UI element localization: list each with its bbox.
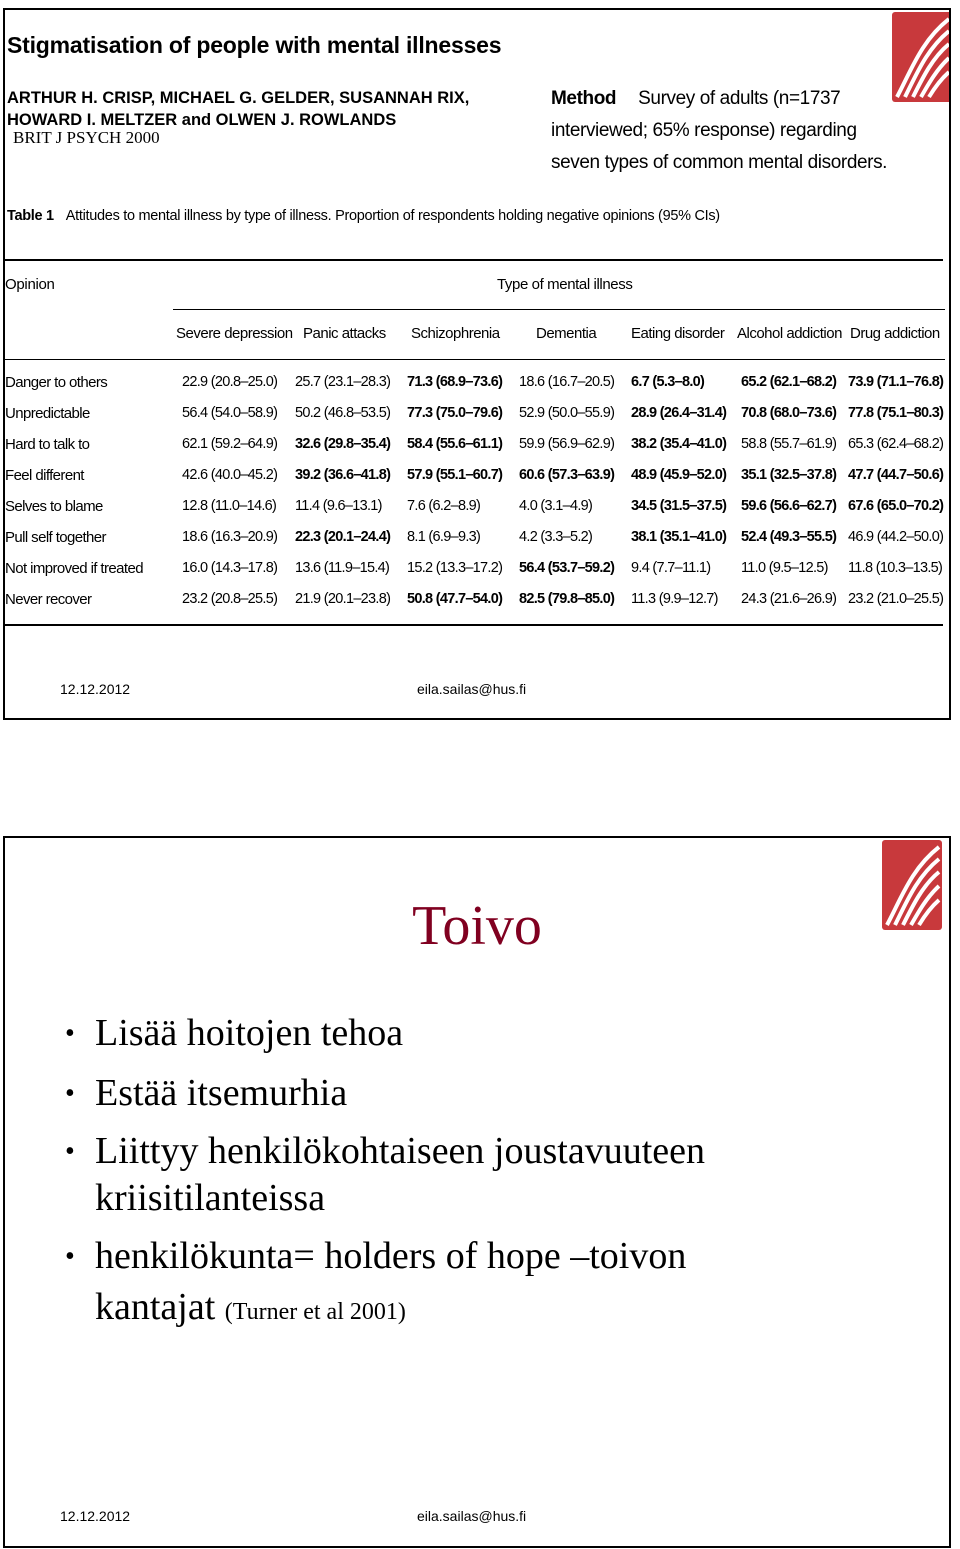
cell-ci: (35.1–41.0) (659, 529, 727, 545)
cell-ci: (55.7–61.9) (769, 436, 837, 452)
slide-toivo (3, 836, 951, 1548)
cell-value: 58.8 (741, 436, 767, 452)
cell-value: 65.3 (848, 436, 874, 452)
cell-value: 52.9 (519, 405, 545, 421)
cell-ci: (20.8–25.0) (210, 374, 278, 390)
table-cell (631, 591, 718, 607)
table-cell (741, 374, 836, 390)
table-cell (182, 467, 277, 483)
cell-ci: (20.1–23.8) (323, 591, 391, 607)
cell-ci: (29.8–35.4) (323, 436, 391, 452)
cell-value: 13.6 (295, 560, 321, 576)
cell-ci: (26.4–31.4) (659, 405, 727, 421)
table-cell (848, 591, 943, 607)
cell-value: 22.3 (295, 529, 321, 545)
bullet-text: Liittyy henkilökohtaiseen joustavuuteen (95, 1130, 705, 1172)
method-line-1: Survey of adults (n=1737 (638, 88, 841, 109)
row-label: Unpredictable (5, 405, 90, 422)
table-cell (295, 405, 390, 421)
cell-value: 34.5 (631, 498, 657, 514)
cell-value: 60.6 (519, 467, 545, 483)
bullet-text: Estää itsemurhia (95, 1072, 348, 1114)
cell-value: 50.8 (407, 591, 433, 607)
table-cell (519, 529, 592, 545)
cell-ci: (13.3–17.2) (435, 560, 503, 576)
cell-value: 4.2 (519, 529, 538, 545)
cell-ci: (16.3–20.9) (210, 529, 278, 545)
table-cell (741, 498, 836, 514)
cell-value: 38.2 (631, 436, 657, 452)
cell-ci: (9.9–12.7) (658, 591, 718, 607)
cell-ci: (20.1–24.4) (323, 529, 391, 545)
cell-ci: (6.9–9.3) (428, 529, 481, 545)
cell-ci: (65.0–70.2) (876, 498, 944, 514)
method-line-2: interviewed; 65% response) regarding (551, 120, 857, 141)
method-summary (551, 83, 887, 179)
cell-ci: (21.6–26.9) (769, 591, 837, 607)
cell-ci: (62.4–68.2) (876, 436, 944, 452)
cell-value: 11.3 (631, 591, 656, 607)
cell-value: 4.0 (519, 498, 538, 514)
bullet-icon: • (65, 1078, 75, 1109)
cell-ci: (49.3–55.5) (769, 529, 837, 545)
footer-date: 12.12.2012 (60, 1508, 131, 1524)
cell-ci: (36.6–41.8) (323, 467, 391, 483)
bullet-item (65, 1008, 705, 1059)
cell-ci: (56.6–62.7) (769, 498, 837, 514)
bullet-list (65, 1008, 705, 1347)
header-bottom-rule (5, 359, 945, 360)
table-cell (519, 591, 614, 607)
cell-ci: (50.0–55.9) (547, 405, 615, 421)
cell-ci: (55.6–61.1) (435, 436, 503, 452)
table-label: Table 1 (7, 208, 54, 224)
table-cell (295, 374, 390, 390)
table-cell (182, 405, 277, 421)
table-cell (407, 591, 502, 607)
cell-value: 57.9 (407, 467, 433, 483)
cell-ci: (56.9–62.9) (547, 436, 615, 452)
cell-value: 58.4 (407, 436, 433, 452)
table-cell (407, 560, 502, 576)
cell-ci: (55.1–60.7) (435, 467, 503, 483)
cell-ci: (9.6–13.1) (322, 498, 382, 514)
table-caption (7, 208, 720, 224)
cell-ci: (53.7–59.2) (547, 560, 615, 576)
cell-value: 50.2 (295, 405, 321, 421)
cell-value: 6.7 (631, 374, 650, 390)
cell-ci: (5.3–8.0) (652, 374, 705, 390)
table-top-rule (5, 259, 943, 261)
table-cell (631, 405, 726, 421)
cell-value: 32.6 (295, 436, 321, 452)
cell-ci: (7.7–11.1) (652, 560, 711, 576)
cell-value: 25.7 (295, 374, 321, 390)
table-cell (182, 560, 277, 576)
table-cell (519, 467, 614, 483)
table-cell (407, 529, 480, 545)
cell-ci: (3.3–5.2) (540, 529, 593, 545)
column-header: Dementia (536, 325, 597, 342)
cell-value: 38.1 (631, 529, 657, 545)
cell-ci: (10.3–13.5) (875, 560, 943, 576)
bullet-text: henkilökunta= holders of hope –toivon (95, 1235, 687, 1277)
row-label: Selves to blame (5, 498, 103, 515)
table-cell (848, 529, 943, 545)
table-cell (295, 467, 390, 483)
row-label: Never recover (5, 591, 92, 608)
citation: (Turner et al 2001) (224, 1299, 406, 1325)
cell-value: 52.4 (741, 529, 767, 545)
table-cell (848, 405, 943, 421)
slide-table (3, 8, 951, 720)
cell-value: 47.7 (848, 467, 874, 483)
column-header: Drug addiction (850, 325, 940, 342)
cell-ci: (75.1–80.3) (876, 405, 944, 421)
bullet-item (65, 1128, 705, 1222)
cell-ci: (68.0–73.6) (769, 405, 837, 421)
cell-value: 71.3 (407, 374, 433, 390)
table-caption-text: Attitudes to mental illness by type of illness. Proportion of respondents holding negative opinions (95% CIs) (65, 208, 720, 224)
column-header: Eating disorder (631, 325, 725, 342)
table-cell (631, 374, 704, 390)
table-cell (631, 529, 726, 545)
cell-ci: (47.7–54.0) (435, 591, 503, 607)
cell-value: 42.6 (182, 467, 208, 483)
column-header: Severe depression (176, 325, 293, 342)
row-label: Not improved if treated (5, 560, 143, 577)
cell-value: 62.1 (182, 436, 208, 452)
table-cell (519, 436, 614, 452)
table-cell (295, 591, 390, 607)
cell-value: 67.6 (848, 498, 874, 514)
cell-ci: (32.5–37.8) (769, 467, 837, 483)
cell-ci: (59.2–64.9) (210, 436, 278, 452)
cell-ci: (16.7–20.5) (547, 374, 615, 390)
table-cell (631, 467, 726, 483)
table-cell (848, 498, 943, 514)
cell-ci: (40.0–45.2) (210, 467, 278, 483)
article-title: Stigmatisation of people with mental illnesses (7, 32, 502, 58)
authors-line-2: HOWARD I. MELTZER and OLWEN J. ROWLANDS (7, 111, 397, 129)
table-cell (741, 436, 836, 452)
row-label: Feel different (5, 467, 84, 484)
cell-value: 15.2 (407, 560, 433, 576)
table-cell (519, 374, 614, 390)
footer-email: eila.sailas@hus.fi (417, 681, 527, 697)
cell-value: 16.0 (182, 560, 208, 576)
cell-value: 59.9 (519, 436, 545, 452)
cell-ci: (21.0–25.5) (876, 591, 944, 607)
cell-ci: (9.5–12.5) (768, 560, 828, 576)
cell-ci: (11.9–15.4) (323, 560, 390, 576)
table-cell (295, 436, 390, 452)
cell-value: 56.4 (519, 560, 545, 576)
cell-ci: (68.9–73.6) (435, 374, 503, 390)
bullet-icon: • (65, 1018, 75, 1049)
cell-value: 22.9 (182, 374, 208, 390)
table-cell (182, 591, 277, 607)
table-cell (295, 498, 382, 514)
table-cell (741, 467, 836, 483)
cell-value: 21.9 (295, 591, 321, 607)
table-cell (631, 560, 710, 576)
bullet-text-continuation: kantajat (95, 1286, 216, 1328)
footer-email: eila.sailas@hus.fi (417, 1508, 527, 1524)
table-cell (519, 498, 592, 514)
cell-value: 11.8 (848, 560, 873, 576)
cell-value: 65.2 (741, 374, 767, 390)
table-cell (407, 374, 502, 390)
bullet-item (65, 1231, 705, 1338)
cell-value: 35.1 (741, 467, 767, 483)
cell-ci: (46.8–53.5) (323, 405, 391, 421)
cell-ci: (3.1–4.9) (540, 498, 593, 514)
table-cell (848, 560, 942, 576)
cell-ci: (71.1–76.8) (876, 374, 944, 390)
table-cell (519, 405, 614, 421)
cell-value: 77.8 (848, 405, 874, 421)
column-header: Alcohol addiction (737, 325, 842, 342)
cell-ci: (35.4–41.0) (659, 436, 727, 452)
cell-value: 23.2 (848, 591, 874, 607)
table-cell (407, 436, 502, 452)
cell-value: 82.5 (519, 591, 545, 607)
cell-value: 73.9 (848, 374, 874, 390)
cell-value: 56.4 (182, 405, 208, 421)
method-line-3: seven types of common mental disorders. (551, 152, 888, 173)
cell-value: 12.8 (182, 498, 208, 514)
slide-title: Toivo (412, 895, 542, 957)
university-logo-icon (891, 11, 951, 103)
cell-ci: (57.3–63.9) (547, 467, 615, 483)
cell-ci: (44.2–50.0) (876, 529, 944, 545)
table-cell (848, 467, 943, 483)
cell-ci: (11.0–14.6) (210, 498, 277, 514)
column-header: Schizophrenia (411, 325, 500, 342)
cell-ci: (54.0–58.9) (210, 405, 278, 421)
cell-ci: (14.3–17.8) (210, 560, 278, 576)
cell-value: 59.6 (741, 498, 767, 514)
table-cell (182, 436, 277, 452)
bullet-icon: • (65, 1241, 75, 1272)
method-label: Method (551, 88, 617, 109)
cell-value: 18.6 (182, 529, 208, 545)
type-header: Type of mental illness (497, 276, 633, 293)
cell-value: 8.1 (407, 529, 426, 545)
table-cell (741, 560, 828, 576)
cell-ci: (23.1–28.3) (323, 374, 391, 390)
footer-date: 12.12.2012 (60, 681, 131, 697)
cell-value: 24.3 (741, 591, 767, 607)
cell-value: 11.4 (295, 498, 320, 514)
authors-line-1: ARTHUR H. CRISP, MICHAEL G. GELDER, SUSANNAH RIX, (7, 89, 470, 107)
table-cell (848, 374, 943, 390)
cell-ci: (6.2–8.9) (428, 498, 481, 514)
table-cell (741, 591, 836, 607)
table-cell (631, 436, 726, 452)
bullet-text-continuation: kriisitilanteissa (95, 1177, 326, 1219)
cell-ci: (45.9–52.0) (659, 467, 727, 483)
cell-value: 11.0 (741, 560, 766, 576)
journal-reference: BRIT J PSYCH 2000 (13, 128, 160, 147)
bullet-item (65, 1068, 705, 1119)
table-cell (741, 405, 836, 421)
bullet-text: Lisää hoitojen tehoa (95, 1012, 404, 1054)
table-bottom-rule (5, 624, 943, 626)
cell-value: 39.2 (295, 467, 321, 483)
table-cell (407, 467, 502, 483)
cell-ci: (62.1–68.2) (769, 374, 837, 390)
table-cell (519, 560, 614, 576)
cell-value: 18.6 (519, 374, 545, 390)
cell-value: 23.2 (182, 591, 208, 607)
row-label: Danger to others (5, 374, 108, 391)
table-cell (182, 529, 277, 545)
cell-value: 9.4 (631, 560, 650, 576)
cell-ci: (20.8–25.5) (210, 591, 278, 607)
table-cell (407, 405, 502, 421)
cell-value: 46.9 (848, 529, 874, 545)
cell-value: 28.9 (631, 405, 657, 421)
cell-ci: (31.5–37.5) (659, 498, 727, 514)
cell-value: 70.8 (741, 405, 767, 421)
row-label: Hard to talk to (5, 436, 90, 453)
table-cell (407, 498, 480, 514)
column-header: Panic attacks (303, 325, 386, 342)
cell-value: 77.3 (407, 405, 433, 421)
type-header-rule (173, 309, 945, 310)
table-cell (182, 498, 276, 514)
article-authors (7, 86, 469, 130)
cell-ci: (79.8–85.0) (547, 591, 615, 607)
table-cell (631, 498, 726, 514)
opinion-header: Opinion (5, 276, 55, 293)
table-cell (295, 560, 389, 576)
cell-value: 7.6 (407, 498, 426, 514)
table-cell (182, 374, 277, 390)
table-cell (848, 436, 943, 452)
cell-value: 48.9 (631, 467, 657, 483)
bullet-icon: • (65, 1136, 75, 1167)
table-cell (741, 529, 836, 545)
cell-ci: (75.0–79.6) (435, 405, 503, 421)
row-label: Pull self together (5, 529, 106, 546)
table-cell (295, 529, 390, 545)
cell-ci: (44.7–50.6) (876, 467, 944, 483)
